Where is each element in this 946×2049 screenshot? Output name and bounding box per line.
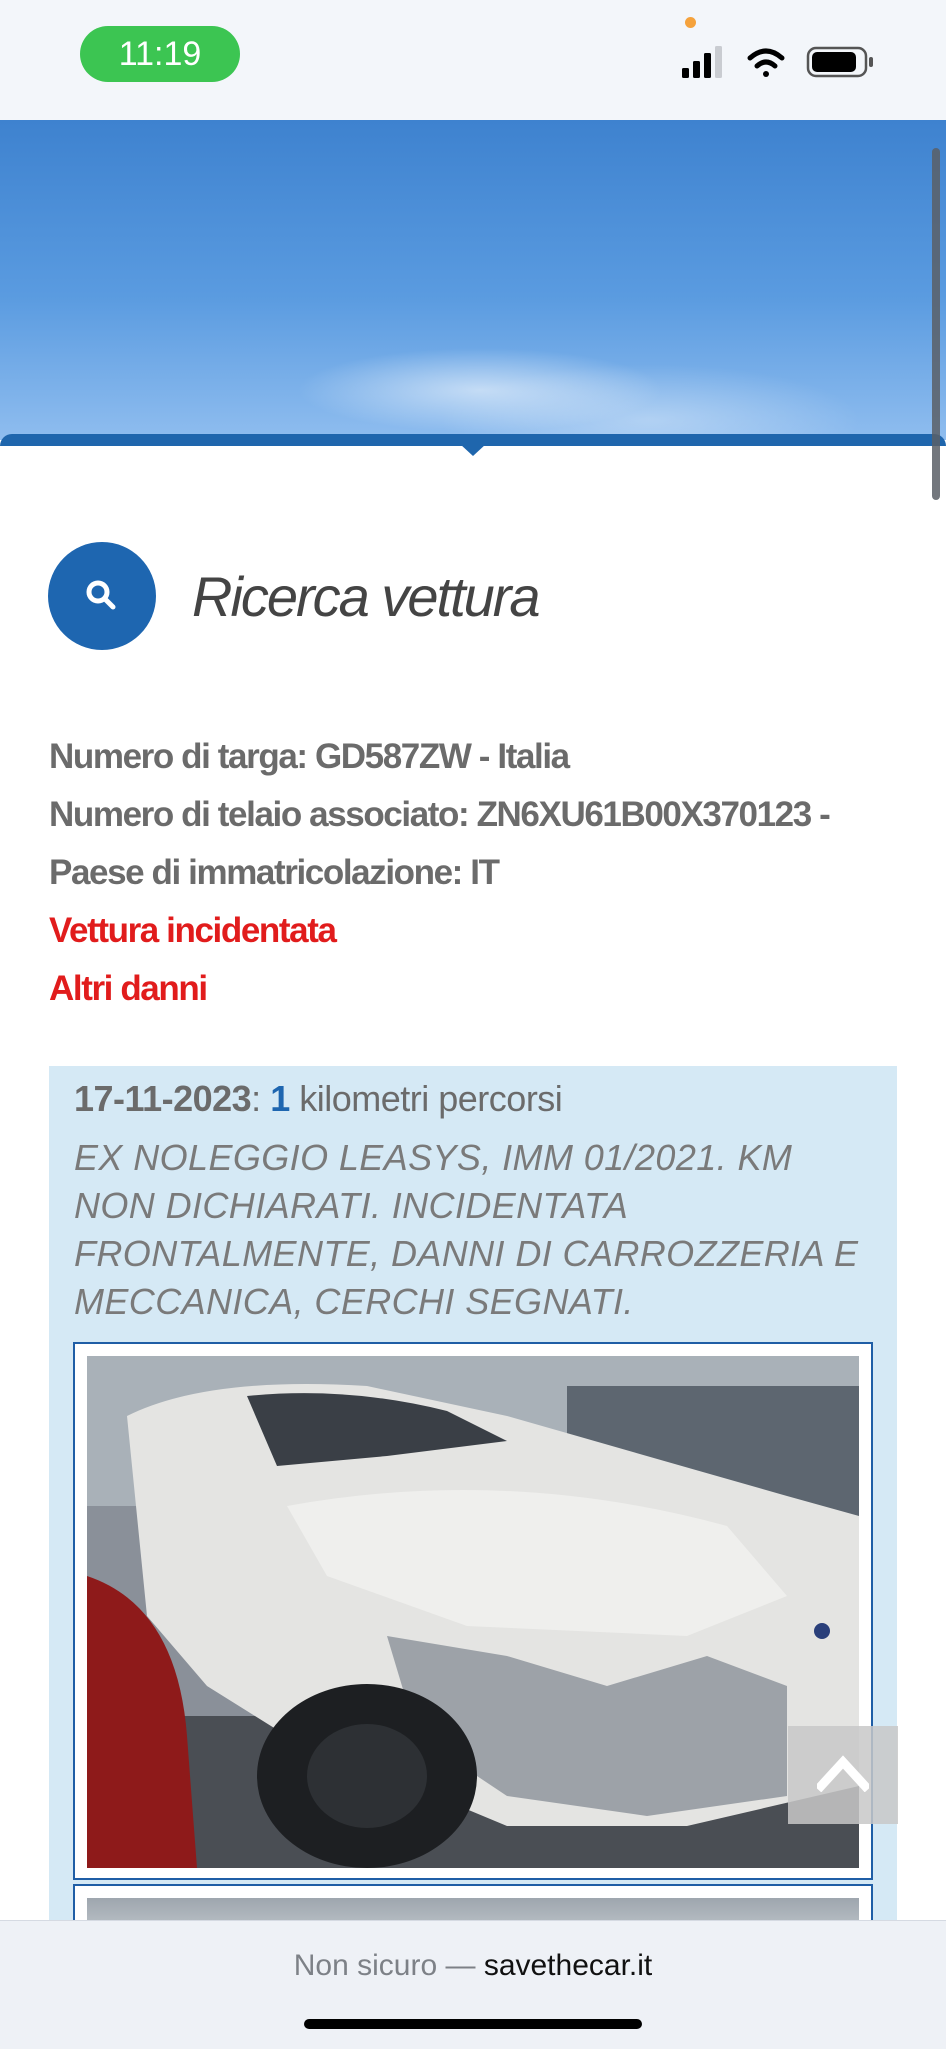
search-icon	[82, 576, 122, 616]
chevron-up-icon	[817, 1752, 869, 1792]
site-host: savethecar.it	[483, 1949, 653, 1982]
vehicle-info	[49, 728, 939, 1018]
signal-icon	[682, 46, 722, 78]
plate-number: Numero di targa: GD587ZW - Italia	[49, 737, 569, 776]
status-time: 11:19	[80, 26, 240, 82]
registration-country: Paese di immatricolazione: IT	[49, 853, 499, 892]
record-date: 17-11-2023	[74, 1078, 252, 1119]
record-description: EX NOLEGGIO LEASYS, IMM 01/2021. KM NON DICHIARATI. INCIDENTATA FRONTALMENTE, DANNI DI CARROZZERIA E MECCANICA, CERCHI SEGNATI.	[74, 1137, 859, 1322]
record-header	[74, 1078, 562, 1120]
battery-icon	[808, 48, 873, 76]
other-damage-status: Altri danni	[49, 969, 207, 1008]
browser-address-bar[interactable]	[0, 1920, 946, 2049]
vin-number: Numero di telaio associato: ZN6XU61B00X370123 -	[49, 795, 830, 834]
address-text[interactable]	[0, 1949, 946, 1983]
record-km-value: 1	[270, 1078, 290, 1119]
record-km-label: kilometri percorsi	[299, 1078, 563, 1119]
vehicle-photo[interactable]	[87, 1356, 859, 1868]
status-icons	[682, 42, 882, 82]
security-label: Non sicuro —	[293, 1949, 476, 1982]
search-button[interactable]	[48, 542, 156, 650]
home-indicator[interactable]	[304, 2019, 642, 2029]
vehicle-photo-frame[interactable]	[73, 1342, 873, 1880]
wifi-icon	[750, 51, 782, 77]
hero-notch	[460, 444, 486, 456]
status-bar	[0, 0, 946, 121]
privacy-indicator-dot	[685, 17, 696, 28]
history-record	[49, 1066, 897, 1936]
accident-status: Vettura incidentata	[49, 911, 336, 950]
page-title: Ricerca vettura	[192, 565, 539, 628]
record-separator: :	[251, 1078, 261, 1119]
scrollbar[interactable]	[932, 148, 940, 500]
hero-banner	[0, 120, 946, 440]
back-to-top-button[interactable]	[788, 1726, 898, 1824]
